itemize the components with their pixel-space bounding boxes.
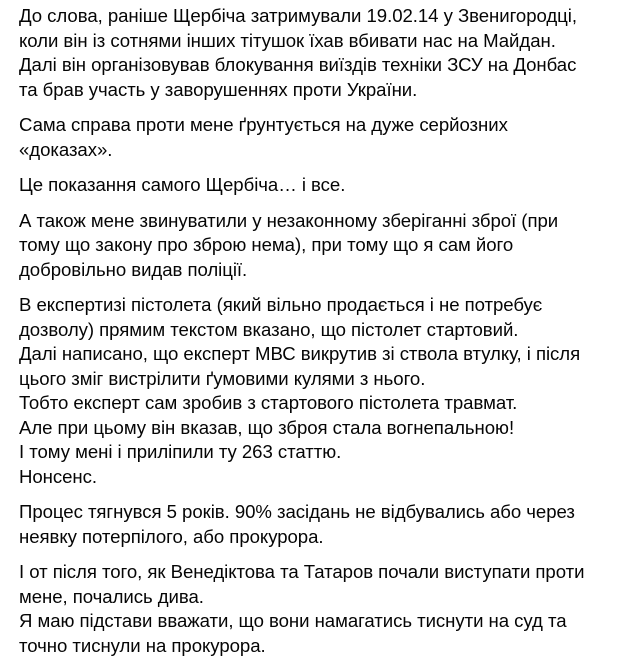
text-line: В експертизі пістолета (який вільно продається і не потребує (19, 294, 543, 315)
paragraph-2 (19, 113, 609, 162)
paragraph-7 (19, 560, 609, 658)
paragraph-4 (19, 209, 609, 283)
text-line: Тобто експерт сам зробив з стартового пістолета травмат. (19, 392, 518, 413)
text-line: коли він із сотнями інших тітушок їхав вбивати нас на Майдан. (19, 29, 556, 51)
text-line: І от після того, як Венедіктова та Татаров почали виступати проти (19, 561, 585, 582)
text-line: До слова, раніше Щербіча затримували 19.02.14 у Звенигородці, (19, 5, 577, 26)
text-line: Але при цьому він вказав, що зброя стала вогнепальною! (19, 416, 515, 438)
text-line: Далі він організовував блокування виїздів техніки ЗСУ на Донбас (19, 54, 577, 75)
text-line: тому що закону про зброю нема), при тому що я сам його (19, 234, 514, 255)
paragraph-5 (19, 293, 609, 489)
text-line: «доказах». (19, 138, 113, 160)
paragraph-1 (19, 4, 609, 102)
text-line: цього зміг вистрілити ґумовими кулями з нього. (19, 367, 426, 389)
text-line: Я маю підстави вважати, що вони намагатись тиснути на суд та (19, 610, 567, 631)
text-line: Це показання самого Щербіча… і все. (19, 174, 346, 195)
text-line: Сама справа проти мене ґрунтується на дуже серйозних (19, 114, 508, 135)
text-line: І тому мені і приліпили ту 263 статтю. (19, 441, 342, 462)
text-line: Далі написано, що експерт МВС викрутив зі ствола втулку, і після (19, 343, 581, 364)
paragraph-3 (19, 173, 609, 198)
text-line: точно тиснули на прокурора. (19, 634, 266, 656)
text-line: Процес тягнувся 5 років. 90% засідань не відбувались або через (19, 501, 575, 522)
paragraph-6 (19, 500, 609, 549)
text-line: неявку потерпілого, або прокурора. (19, 525, 324, 547)
text-line: мене, почались дива. (19, 585, 204, 607)
text-line: добровільно видав поліції. (19, 258, 248, 280)
text-line: А також мене звинуватили у незаконному зберіганні зброї (при (19, 209, 559, 231)
text-line: Нонсенс. (19, 465, 98, 487)
text-line: та брав участь у заворушеннях проти України. (19, 78, 418, 100)
text-line: дозволу) прямим текстом вказано, що пістолет стартовий. (19, 318, 519, 340)
